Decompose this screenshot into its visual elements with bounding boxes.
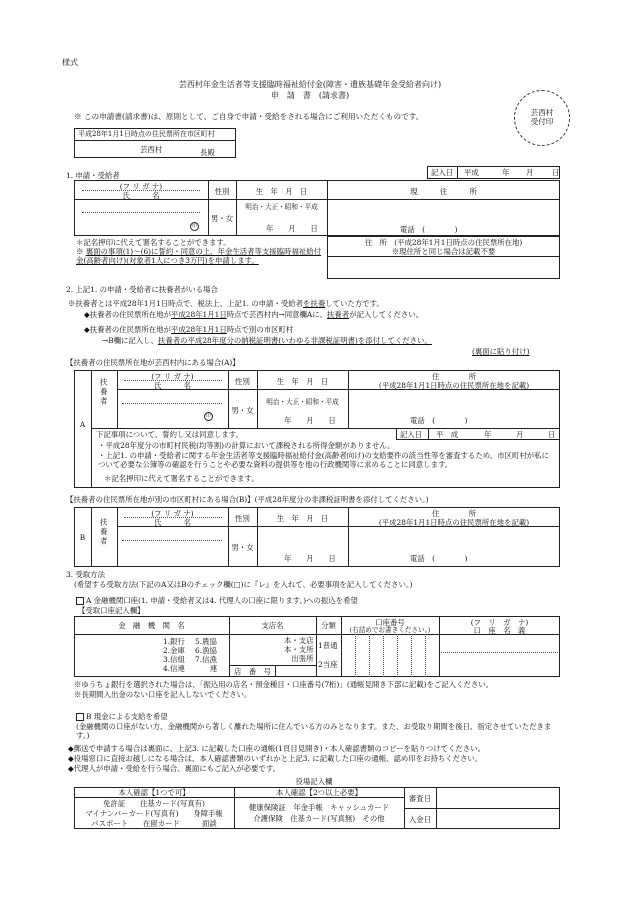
- yucho-note: ※ゆうちょ銀行を選択された場合は、「振込用の店名・預金種目・口座番号(7桁)」(通帳見開き下部に記載)をご記入ください。: [74, 680, 494, 689]
- dep-b-birth-label: 生 年 月 日: [276, 514, 329, 523]
- dep-b-phone[interactable]: 電話 ( ): [410, 554, 468, 563]
- bank-name-input[interactable]: [78, 638, 158, 672]
- id-list-4: 健康保険証 年金手帳 キャッシュカード: [248, 803, 390, 812]
- residence-village: 芸西村: [140, 145, 163, 154]
- dep-b-furigana-label: (フ リ ガ ナ): [151, 509, 194, 518]
- bank-type-3: 3.信組: [163, 655, 185, 664]
- office-use-title: 役場記入欄: [295, 777, 333, 786]
- section3-heading: 3. 受取方法: [66, 570, 105, 579]
- dep-b-gender-label: 性別: [235, 514, 250, 523]
- deposit-date-label: 入金日: [408, 815, 432, 824]
- def4a: →B欄に記入し、: [102, 336, 158, 345]
- dep-a-gender-choice[interactable]: 男・女: [231, 406, 254, 415]
- applicant-furigana-input[interactable]: [84, 203, 200, 211]
- bank-type-8: 連: [195, 664, 218, 673]
- dependent-b-heading: 【扶養者の住民票所在地が別の市区町村にある場合(B)】(平成28年度分の非課税証明書を添付してください。): [66, 495, 429, 504]
- stamp-line1: 芸西村: [530, 108, 554, 117]
- branch-type-2: 本・支所: [284, 645, 314, 654]
- dep-b-birth-ymd[interactable]: 年 月 日: [284, 554, 336, 563]
- dep-a-name-input[interactable]: [122, 405, 206, 423]
- dep-a-phone[interactable]: 電話 ( ): [410, 416, 468, 425]
- phone-field[interactable]: 電話 ( ): [400, 225, 458, 234]
- review-date-input[interactable]: [440, 790, 556, 805]
- option-a[interactable]: [76, 596, 358, 605]
- signature-note: ＊記名押印に代えて署名することができます。: [76, 238, 231, 247]
- def1c: 扶養: [310, 299, 326, 308]
- branch-types[interactable]: [284, 636, 314, 663]
- def2a: ◆扶養者の住民票所在地が: [84, 310, 171, 319]
- option-b-checkbox[interactable]: [76, 713, 84, 721]
- counter-note: ◆役場窓口に直接お越しになる場合は、本人確認書類のいずれかと上記3. に記載した口座の通帳、認め印をお持ちください。: [68, 754, 483, 763]
- proxy-note: ◆代理人が申請・受給を行う場合、裏面にもご記入が必要です。: [68, 764, 281, 773]
- mail-note: ◆郵送で申請する場合は裏面に、上記3. に記載した口座の通帳(1頁目見開き)・本人確認書類のコピーを貼りつけてください。: [68, 744, 485, 753]
- section3-instruction: (希望する受取方法(下記のA又はBのチェック欄(□)に『レ』を入れて、必要事項を記入してください。): [74, 580, 413, 589]
- holder-label: 口 座 名 義: [473, 626, 526, 635]
- id-list-3: パスポート 在留カード 面談: [91, 819, 217, 828]
- dep-a-furigana-label: (フ リ ガ ナ): [151, 372, 194, 381]
- account-number-label: 口座番号: [375, 618, 405, 627]
- bank-name-label: 金 融 機 関 名: [118, 621, 185, 630]
- dependent-a-heading: 【扶養者の住民票所在地が芸西村内にある場合(A)】: [66, 358, 240, 367]
- dep-b-gender-choice[interactable]: 男・女: [231, 543, 254, 552]
- dep-a-entry-year: 年: [484, 430, 492, 439]
- holder-kana-input[interactable]: [444, 638, 556, 650]
- dependent-b-side-label: 扶養者: [99, 518, 109, 547]
- option-a-label: A 金融機関口座(1. 申請・受給者又は4. 代理人の口座に限ります。)への振込を希望: [86, 596, 358, 605]
- consent-text: 裏面の事項(1)～(6)に誓約・同意の上、年金生活者等支援臨時福祉給付金(高齢者向け)(対象者1人につき3万円)を申請します。: [76, 247, 322, 266]
- dependent-a-letter: A: [79, 420, 86, 429]
- resident-address-label: 住 所 (平成28年1月1日時点の住民票所在地): [364, 238, 523, 247]
- dep-b-name-input[interactable]: [122, 543, 222, 563]
- id-check-one: 本人確認【1つで可】: [118, 788, 190, 797]
- dep-a-consent-head: 下記事項について、誓約し又は同意します。: [96, 430, 243, 439]
- dep-a-name-label: 氏 名: [154, 381, 191, 390]
- birthdate-label: 生 年 月 日: [255, 187, 308, 196]
- section2-heading: 2. 上記1. の申請・受給者に扶養者がいる場合: [66, 285, 218, 294]
- consent-note: [76, 247, 324, 266]
- option-b[interactable]: [76, 712, 168, 721]
- def3c: 時点で別の市区町村: [226, 325, 294, 334]
- branch-number-input[interactable]: [278, 667, 314, 676]
- applicant-name-label: 氏 名: [122, 191, 160, 200]
- bank-type-1: 1.銀行: [163, 637, 185, 646]
- bank-type-2: 2.金庫: [163, 646, 185, 655]
- dep-a-consent-2: ・上記1. の申請・受給者に関する年金生活者等支援臨時福祉給付金(高齢者向け)の支給要件の該当性等を審査するため、市区町村が私について必要な公簿等の確認を行うことや必要な資料の提供等を他の行政機関等に求めることに同意します。: [98, 451, 549, 470]
- holder-name-input[interactable]: [444, 655, 556, 673]
- class-ordinary[interactable]: 1普通: [318, 641, 338, 650]
- def2d: →同意欄Aに、: [278, 310, 327, 319]
- def2c: 時点で芸西村内: [226, 310, 279, 319]
- dep-b-address-sub: (平成28年1月1日時点の住民票所在地を記載): [378, 518, 530, 527]
- applicant-name-input[interactable]: [84, 214, 184, 232]
- def4b: 扶養者の平成28年度分の納税証明書(いわゆる非課税証明書)を添付してください。: [157, 336, 432, 345]
- dep-a-entry-label: 記入日: [400, 430, 423, 439]
- intro-note: ※ この申請書(請求書)は、原則として、ご自身で申請・受給をされる場合にご利用いただくものです。: [74, 112, 424, 121]
- dep-a-entry-month: 月: [516, 430, 524, 439]
- dep-a-seal-mark: 印: [205, 413, 211, 419]
- dep-a-birth-label: 生 年 月 日: [276, 377, 329, 386]
- gender-choice[interactable]: 男・女: [210, 214, 234, 223]
- def2b: 平成28年1月1日: [170, 310, 227, 319]
- def5: (裏面に貼り付け): [472, 347, 530, 356]
- id-check-two: 本人確認【2つ以上必要】: [275, 788, 362, 797]
- option-a-checkbox[interactable]: [76, 597, 84, 605]
- dep-a-address-label: 住 所: [431, 372, 477, 381]
- dep-b-furigana-input[interactable]: [122, 530, 222, 538]
- consent-mark: ※: [76, 247, 86, 256]
- entry-year: 年: [502, 168, 510, 177]
- holder-kana-label: (フ リ ガ ナ): [470, 618, 529, 627]
- form-label: 様式: [62, 58, 78, 67]
- def3b: 平成28年1月1日: [170, 325, 227, 334]
- account-digit-divider: [383, 634, 384, 677]
- current-address-label: 現 住 所: [410, 187, 477, 196]
- dep-a-consent-1: ・平成28年度分の市町村民税(均等割)の計算において課税される所得金額がありません。: [98, 441, 395, 450]
- dep-a-entry-era: 平 成: [436, 430, 459, 439]
- residence-title: 平成28年1月1日時点の住民票所在市区町村: [78, 130, 215, 138]
- bank-section-heading: 【受取口座記入欄】: [78, 606, 145, 615]
- entry-date-label: 記入日: [431, 168, 454, 177]
- dep-a-consent-3: ＊記名押印に代えて署名することができます。: [104, 474, 259, 483]
- def-line4: [102, 336, 432, 345]
- applicant-furigana-label: (フ リ ガ ナ): [119, 182, 163, 191]
- id-list-2: マイナンバーカード(写真有) 身障手帳: [85, 809, 223, 818]
- def-line2: [84, 310, 423, 319]
- def1b: を: [303, 299, 311, 308]
- id-list-1: 免許証 住基カード(写真有): [103, 799, 205, 808]
- bank-type-6: 6.漁協: [195, 646, 217, 655]
- bank-types-right[interactable]: [195, 637, 217, 673]
- option-b-note: (金融機関の口座がない方、金融機関から著しく離れた場所に住んでいる方のみとなります。また、お受取り期間を後日、指定させていただきます。): [76, 722, 552, 741]
- bank-type-7: 7.信漁: [195, 655, 217, 664]
- dep-b-address-label: 住 所: [431, 509, 477, 518]
- bank-type-4: 4.信連: [163, 664, 185, 673]
- class-current[interactable]: 2当座: [318, 660, 338, 669]
- branch-number-label: 店 番 号: [234, 667, 271, 676]
- account-digit-divider: [369, 634, 370, 677]
- dep-a-birth-ymd[interactable]: 年 月 日: [284, 416, 336, 425]
- bank-types-left[interactable]: [163, 637, 185, 673]
- stamp-line2: 受付印: [530, 117, 554, 127]
- account-digit-divider: [425, 634, 426, 677]
- def-line3: [84, 325, 293, 334]
- def2f: が記入してください。: [349, 310, 424, 319]
- bank-type-5: 5.農協: [195, 637, 217, 646]
- section1-heading: 1. 申請・受給者: [66, 171, 120, 180]
- dep-b-name-label: 氏 名: [154, 518, 191, 527]
- birth-era-choice[interactable]: 明治・大正・昭和・平成: [245, 203, 318, 211]
- account-digit-divider: [411, 634, 412, 677]
- dependent-definition: [68, 299, 384, 308]
- dep-a-address-input[interactable]: [354, 393, 554, 407]
- current-address-input[interactable]: [332, 202, 552, 218]
- residence-chief: 長殿: [200, 148, 215, 157]
- id-list-5: 介護保険 住基カード(写真無) その他: [253, 814, 385, 823]
- dep-a-birth-era[interactable]: 明治・大正・昭和・平成: [266, 398, 339, 406]
- resident-address-note: ※現住所と同じ場合は記載不要: [391, 247, 496, 256]
- def3a: ◆扶養者の住民票所在地が: [84, 325, 171, 334]
- birth-ymd[interactable]: 年 月 日: [266, 224, 318, 233]
- account-digit-divider: [355, 634, 356, 677]
- def2e: 扶養者: [326, 310, 350, 319]
- branch-label: 支店名: [261, 621, 284, 630]
- entry-month: 月: [526, 168, 534, 177]
- form-title: 芸西村年金生活者等支援臨時福祉給付金(障害・遺族基礎年金受給者向け): [178, 80, 442, 89]
- entry-day: 日: [552, 168, 560, 177]
- entry-era: 平成: [464, 168, 479, 177]
- dormant-account-note: ※長期間入出金のない口座を記入しないでください。: [74, 690, 252, 699]
- dep-a-entry-day: 日: [548, 430, 556, 439]
- gender-label: 性別: [214, 187, 230, 196]
- account-digit-divider: [397, 634, 398, 677]
- dependent-b-letter: B: [79, 533, 86, 542]
- dep-a-address-sub: (平成28年1月1日時点の住民票所在地を記載): [378, 381, 530, 390]
- deposit-date-input[interactable]: [440, 811, 556, 826]
- account-number-sub: (右詰めでお書きください。): [349, 626, 431, 634]
- review-date-label: 審査日: [408, 794, 432, 803]
- dep-a-furigana-input[interactable]: [122, 393, 222, 401]
- def1: ※扶養者とは平成28年1月1日時点で、税法上、上記1. の申請・受給者: [68, 299, 304, 308]
- branch-type-3: 出張所: [291, 654, 314, 663]
- def-line5: [472, 347, 530, 356]
- def1d: していた方です。: [325, 299, 384, 308]
- dep-b-address-input[interactable]: [354, 530, 554, 546]
- dependent-a-side-label: 扶養者: [99, 378, 109, 407]
- class-label: 分類: [321, 621, 336, 630]
- seal-mark: 印: [191, 223, 197, 229]
- branch-type-1: 本・支店: [284, 636, 314, 645]
- dep-a-gender-label: 性別: [235, 377, 250, 386]
- reception-stamp: [514, 90, 570, 146]
- option-b-label: B 現金による支給を希望: [86, 712, 168, 721]
- form-subtitle: 申 請 書 (請求書): [270, 91, 350, 100]
